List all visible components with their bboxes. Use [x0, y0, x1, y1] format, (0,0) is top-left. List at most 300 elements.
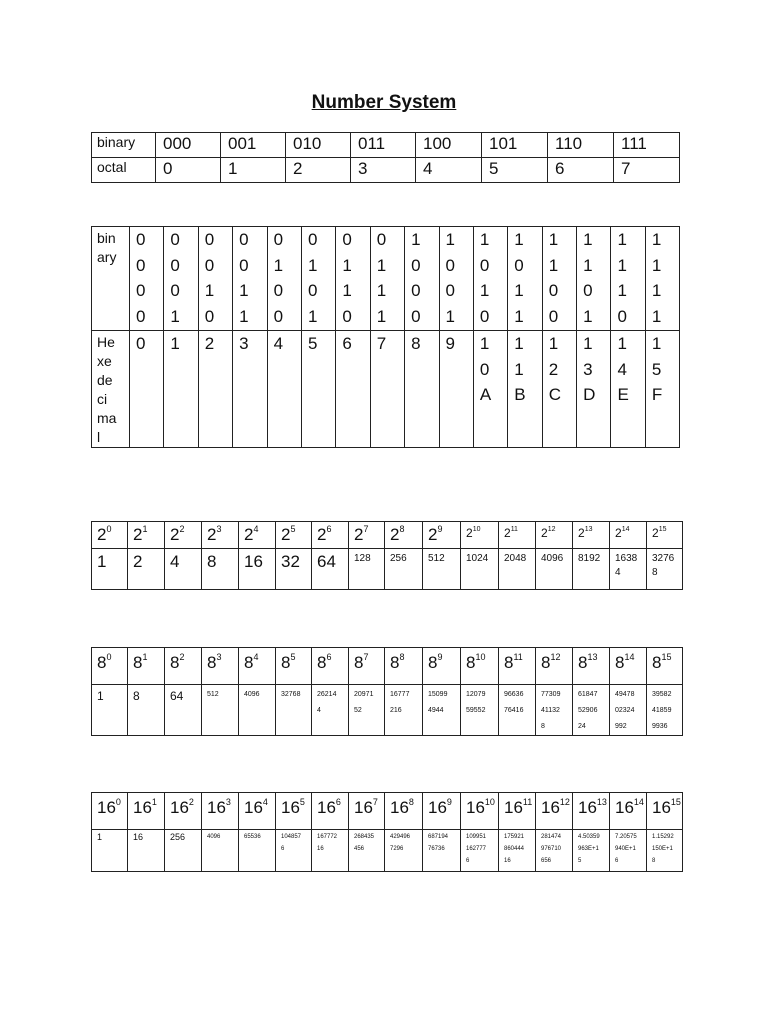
powers-of-16-table: [91, 792, 683, 872]
power-header: [92, 522, 128, 549]
value-line: 7296: [390, 846, 404, 852]
power-header: [239, 648, 276, 685]
hex-digit-line: A: [479, 385, 492, 404]
value-line: 16: [244, 552, 263, 571]
value-line: 1: [97, 552, 107, 571]
power-base: 8: [466, 653, 476, 672]
value-line: 52906: [578, 707, 598, 714]
power-header: [573, 793, 610, 830]
power-exponent: 1: [142, 652, 148, 663]
value-line: 76416: [504, 707, 524, 714]
power-value: [573, 685, 610, 736]
power-header: [423, 793, 461, 830]
power-header: [499, 793, 536, 830]
power-value: [385, 830, 423, 872]
power-exponent: 8: [399, 652, 405, 663]
power-base: 16: [390, 798, 409, 817]
value-line: 940E+1: [615, 846, 636, 852]
power-header: [349, 793, 385, 830]
value-line: 61847: [578, 691, 598, 698]
power-value: [202, 685, 239, 736]
binary-digit-line: 1: [376, 255, 387, 275]
binary-digit-line: 0: [307, 230, 318, 249]
power-base: 2: [541, 526, 548, 540]
binary-digit-line: 1: [445, 306, 455, 326]
power-value: [385, 685, 423, 736]
power-header: [276, 793, 312, 830]
power-base: 2: [354, 525, 364, 544]
power-base: 2: [317, 525, 327, 544]
hex-cell: [645, 331, 679, 448]
power-value: [128, 830, 165, 872]
label-line: l: [97, 429, 101, 445]
binary-cell: [473, 227, 507, 331]
hex-digit-line: B: [514, 385, 526, 404]
power-exponent: 1: [142, 524, 148, 535]
value-line: 1638: [615, 553, 638, 564]
power-exponent: 0: [115, 797, 121, 808]
power-exponent: 1: [151, 797, 157, 808]
power-value: [461, 830, 499, 872]
binary-digit-line: 1: [514, 306, 524, 326]
binary-digit-line: 1: [376, 281, 387, 300]
power-exponent: 2: [179, 524, 185, 535]
value-line: 8: [541, 723, 545, 730]
power-value: [239, 685, 276, 736]
value-line: 4944: [428, 707, 444, 714]
binary-digit-line: 0: [136, 306, 146, 326]
power-exponent: 8: [399, 524, 405, 535]
power-header: [573, 648, 610, 685]
power-header: [165, 522, 202, 549]
hex-digit-line: 1: [583, 334, 593, 353]
binary-digit-line: 1: [617, 255, 627, 275]
power-base: 8: [133, 653, 143, 672]
binary-digit-line: 0: [342, 306, 352, 326]
value-line: 49478: [615, 691, 635, 698]
value-line: 512: [207, 691, 219, 698]
power-value: [276, 830, 312, 872]
binary-digit-line: 0: [583, 281, 593, 300]
power-exponent: 14: [624, 652, 635, 663]
hex-cell: [542, 331, 576, 448]
binary-digit-line: 0: [273, 306, 284, 326]
value-line: 109951: [466, 834, 487, 840]
binary-cell: 001: [221, 133, 286, 158]
value-line: 256: [170, 832, 186, 842]
power-header: [276, 522, 312, 549]
power-header: [202, 648, 239, 685]
power-base: 8: [428, 653, 438, 672]
binary-cell: [542, 227, 576, 331]
power-header: [128, 793, 165, 830]
binary-digit-line: 1: [376, 306, 387, 326]
power-base: 16: [578, 798, 597, 817]
hex-cell: [130, 331, 164, 448]
value-line: 7.20575: [615, 834, 637, 840]
power-header: [385, 522, 423, 549]
binary-cell: 111: [614, 133, 680, 158]
power-exponent: 7: [363, 524, 369, 535]
binary-digit-line: 1: [617, 281, 627, 300]
power-base: 8: [541, 653, 551, 672]
octal-cell: 5: [482, 158, 548, 183]
power-header: [128, 522, 165, 549]
power-exponent: 12: [559, 797, 570, 808]
label-line: ary: [97, 249, 117, 265]
binary-octal-table: [91, 132, 680, 183]
hex-digit-line: 3: [583, 359, 593, 379]
value-line: 16: [133, 832, 144, 842]
power-exponent: 10: [484, 797, 495, 808]
hex-cell: [198, 331, 232, 448]
value-line: 8: [133, 689, 140, 703]
hex-digit-line: 1: [170, 334, 180, 353]
power-header: [610, 648, 647, 685]
binary-digit-line: 0: [445, 255, 455, 275]
hex-cell: [233, 331, 267, 448]
label-line: ci: [97, 391, 108, 407]
exponent-row: [92, 648, 683, 685]
power-base: 8: [615, 653, 625, 672]
power-value: [423, 830, 461, 872]
binary-digit-line: 0: [514, 255, 524, 275]
value-line: 167772: [317, 834, 338, 840]
power-exponent: 9: [437, 524, 443, 535]
hex-cell: [611, 331, 645, 448]
binary-digit-line: 1: [583, 230, 593, 249]
power-header: [423, 522, 461, 549]
hex-cell: [301, 331, 335, 448]
value-line: 64: [317, 552, 336, 571]
power-base: 8: [244, 653, 254, 672]
value-line: 2: [133, 552, 143, 571]
binary-digit-line: 0: [239, 255, 249, 275]
value-line: 4: [317, 707, 321, 714]
hex-digit-line: 3: [239, 334, 249, 353]
power-header: [499, 522, 536, 549]
hex-digit-line: 1: [514, 359, 524, 379]
power-value: [536, 685, 573, 736]
power-header: [92, 793, 128, 830]
power-header: [202, 793, 239, 830]
power-value: [385, 549, 423, 590]
page-title: Number System: [311, 92, 457, 113]
value-line: 20971: [354, 691, 374, 698]
exponent-row: [92, 793, 683, 830]
power-base: 2: [97, 525, 107, 544]
value-line: 3276: [652, 553, 675, 564]
value-line: 76736: [428, 846, 445, 852]
hex-digit-line: 7: [376, 334, 387, 353]
power-value: [610, 549, 647, 590]
power-value: [92, 830, 128, 872]
power-exponent: 6: [335, 797, 341, 808]
power-value: [573, 830, 610, 872]
binary-cell: 010: [286, 133, 351, 158]
power-value: [276, 685, 312, 736]
binary-digit-line: 1: [548, 230, 559, 249]
binary-digit-line: 0: [204, 306, 215, 326]
value-line: 128: [354, 553, 371, 564]
power-header: [385, 793, 423, 830]
octal-cell: 0: [156, 158, 221, 183]
value-line: 59552: [466, 707, 486, 714]
power-base: 8: [578, 653, 588, 672]
power-base: 16: [354, 798, 373, 817]
binary-digit-line: 1: [651, 281, 662, 300]
power-value: [128, 549, 165, 590]
power-value: [647, 549, 683, 590]
binary-row: [92, 227, 680, 331]
hex-cell: [370, 331, 404, 448]
value-line: 1: [97, 689, 104, 703]
power-value: [610, 685, 647, 736]
power-base: 2: [281, 525, 291, 544]
hex-digit-line: 2: [204, 334, 215, 353]
binary-cell: [439, 227, 473, 331]
power-base: 2: [652, 526, 659, 540]
power-header: [610, 522, 647, 549]
power-header: [312, 648, 349, 685]
power-header: [647, 793, 683, 830]
power-value: [423, 685, 461, 736]
value-row: [92, 685, 683, 736]
binary-cell: [611, 227, 645, 331]
power-header: [536, 522, 573, 549]
power-value: [202, 830, 239, 872]
hex-digit-line: D: [583, 385, 596, 404]
binary-cell: [267, 227, 301, 331]
power-exponent: 2: [188, 797, 194, 808]
hex-row: [92, 331, 680, 448]
binary-digit-line: 1: [204, 281, 215, 300]
binary-digit-line: 1: [651, 230, 662, 249]
power-base: 2: [170, 525, 180, 544]
octal-row: [92, 158, 680, 183]
value-line: 256: [390, 553, 407, 564]
power-header: [573, 522, 610, 549]
power-base: 8: [354, 653, 364, 672]
hex-digit-line: 4: [617, 359, 627, 379]
power-base: 16: [428, 798, 447, 817]
hex-digit-line: 1: [514, 334, 524, 353]
binary-cell: 000: [156, 133, 221, 158]
label-line: de: [97, 372, 113, 388]
hex-digit-line: 8: [411, 334, 421, 353]
value-line: 1024: [466, 553, 489, 564]
power-base: 16: [466, 798, 485, 817]
power-base: 2: [244, 525, 254, 544]
power-value: [312, 549, 349, 590]
binary-digit-line: 0: [411, 306, 421, 326]
binary-digit-line: 1: [651, 306, 662, 326]
value-line: 4096: [207, 834, 221, 840]
power-exponent: 14: [633, 797, 644, 808]
power-value: [349, 549, 385, 590]
hex-cell: [508, 331, 542, 448]
row-label-hexadecimal: [92, 331, 130, 448]
binary-digit-line: 1: [239, 281, 249, 300]
power-value: [165, 830, 202, 872]
power-exponent: 5: [290, 652, 296, 663]
power-value: [647, 830, 683, 872]
power-header: [461, 793, 499, 830]
binary-digit-line: 0: [170, 255, 180, 275]
binary-cell: [130, 227, 164, 331]
power-header: [165, 648, 202, 685]
value-line: 12079: [466, 691, 486, 698]
power-value: [165, 549, 202, 590]
power-header: [165, 793, 202, 830]
binary-digit-line: 0: [342, 230, 352, 249]
binary-digit-line: 1: [170, 306, 180, 326]
power-value: [202, 549, 239, 590]
power-base: 16: [133, 798, 152, 817]
hex-cell: [439, 331, 473, 448]
power-base: 2: [578, 526, 585, 540]
value-line: 281474: [541, 834, 562, 840]
label-line: bin: [97, 230, 116, 246]
value-line: 15099: [428, 691, 448, 698]
power-value: [536, 549, 573, 590]
power-base: 8: [207, 653, 217, 672]
power-exponent: 13: [584, 526, 593, 533]
power-value: [647, 685, 683, 736]
power-base: 2: [133, 525, 143, 544]
power-exponent: 12: [547, 526, 556, 533]
hex-digit-line: F: [651, 385, 663, 404]
value-line: 860444: [504, 846, 525, 852]
power-value: [536, 830, 573, 872]
binary-digit-line: 0: [617, 306, 627, 326]
octal-cell: 7: [614, 158, 680, 183]
exponent-row: [92, 522, 683, 549]
hex-digit-line: E: [617, 385, 629, 404]
binary-cell: [164, 227, 198, 331]
value-line: 656: [541, 858, 552, 864]
power-header: [536, 648, 573, 685]
power-value: [312, 685, 349, 736]
power-value: [349, 685, 385, 736]
power-base: 8: [504, 653, 514, 672]
value-row: [92, 830, 683, 872]
power-header: [128, 648, 165, 685]
power-header: [385, 648, 423, 685]
binary-digit-line: 0: [479, 255, 490, 275]
power-base: 2: [466, 526, 473, 540]
binary-digit-line: 0: [136, 230, 146, 249]
powers-of-2-table: [91, 521, 683, 590]
power-base: 16: [281, 798, 300, 817]
power-exponent: 2: [179, 652, 185, 663]
binary-digit-line: 0: [273, 281, 284, 300]
value-line: 41859: [652, 707, 672, 714]
power-exponent: 3: [216, 524, 222, 535]
hex-digit-line: 1: [479, 334, 490, 353]
binary-digit-line: 1: [514, 230, 524, 249]
hex-digit-line: 2: [548, 359, 559, 379]
label-line: xe: [97, 353, 112, 369]
power-exponent: 4: [253, 524, 259, 535]
value-line: 104857: [281, 834, 302, 840]
value-line: 52: [354, 707, 362, 714]
binary-digit-line: 0: [548, 281, 559, 300]
value-line: 976710: [541, 846, 562, 852]
binary-digit-line: 1: [617, 230, 627, 249]
binary-digit-line: 0: [376, 230, 387, 249]
binary-digit-line: 0: [170, 281, 180, 300]
power-header: [423, 648, 461, 685]
power-exponent: 13: [596, 797, 607, 808]
power-header: [92, 648, 128, 685]
value-line: 4096: [541, 553, 564, 564]
binary-digit-line: 1: [548, 255, 559, 275]
power-header: [202, 522, 239, 549]
hex-digit-line: 6: [342, 334, 352, 353]
row-label-octal: octal: [92, 158, 156, 183]
value-line: 16: [504, 858, 511, 864]
value-line: 9936: [652, 723, 668, 730]
power-header: [312, 522, 349, 549]
value-line: 1.15292: [652, 834, 674, 840]
powers-of-8-table: [91, 647, 683, 736]
power-value: [499, 830, 536, 872]
power-header: [461, 522, 499, 549]
value-line: 65536: [244, 834, 261, 840]
power-exponent: 3: [216, 652, 222, 663]
value-line: 8192: [578, 553, 601, 564]
value-line: 32: [281, 552, 300, 571]
power-header: [239, 522, 276, 549]
power-exponent: 8: [408, 797, 414, 808]
power-header: [276, 648, 312, 685]
power-exponent: 7: [363, 652, 369, 663]
power-exponent: 10: [475, 652, 486, 663]
power-value: [461, 549, 499, 590]
power-value: [499, 685, 536, 736]
power-base: 16: [652, 798, 671, 817]
binary-cell: [645, 227, 679, 331]
value-line: 41132: [541, 707, 560, 714]
power-exponent: 15: [670, 797, 681, 808]
power-exponent: 5: [299, 797, 305, 808]
power-header: [536, 793, 573, 830]
power-header: [239, 793, 276, 830]
power-exponent: 9: [437, 652, 443, 663]
power-base: 2: [504, 526, 511, 540]
power-value: [239, 830, 276, 872]
value-row: [92, 549, 683, 590]
binary-digit-line: 0: [204, 255, 215, 275]
power-exponent: 13: [587, 652, 598, 663]
binary-digit-line: 1: [479, 281, 490, 300]
value-line: 175921: [504, 834, 525, 840]
binary-digit-line: 1: [445, 230, 455, 249]
value-line: 992: [615, 723, 627, 730]
power-base: 16: [541, 798, 560, 817]
power-value: [92, 685, 128, 736]
power-value: [573, 549, 610, 590]
binary-digit-line: 0: [170, 230, 180, 249]
value-line: 6: [466, 858, 470, 864]
binary-cell: 101: [482, 133, 548, 158]
binary-digit-line: 0: [479, 306, 490, 326]
power-header: [647, 648, 683, 685]
power-exponent: 11: [510, 526, 518, 533]
power-base: 2: [428, 525, 438, 544]
value-line: 687194: [428, 834, 449, 840]
